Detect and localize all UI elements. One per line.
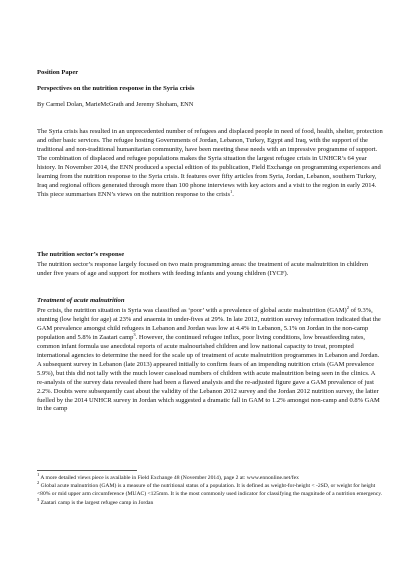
footnote-text-1: A more detailed views piece is available in Field Exchange 48 (November 2014), page 2 at: www.ennonline.net/fex <box>39 475 299 481</box>
response-paragraph: The nutrition sector’s response largely focused on two main programming areas: the treatment of acute malnutrition in children under five years of age and support for mothers with feeding infants and young children (IYCF). <box>37 261 368 277</box>
author-line: By Carmel Dolan, MarieMcGrath and Jeremy Shoham, ENN <box>37 101 194 108</box>
subsection-heading-treatment: Treatment of acute malnutrition <box>37 297 125 304</box>
footnote-2 <box>37 482 383 498</box>
treatment-text-part3: . However, the continued refugee influx, poor living conditions, low breastfeeding rates, common infant formula use anecdotal reports of acute malnourished children and low national capacity to treat, prompted international agencies to determine the need for the scale up of treatment of acute malnutrition programmes in Lebanon and Jordan. A subsequent survey in Lebanon (late 2013) appeared initially to confirm fears of an impending nutrition crisis (GAM prevalence 5.9%), but this did not tally with the much lower caseload numbers of children with acute malnutrition being seen in the clinics. A re-analysis of the survey data revealed there had been a flawed analysis and the re-adjusted figure gave a GAM prevalence of just 2.2%. Doubts were subsequently cast about the validity of the Lebanon 2012 survey and the Jordan 2012 nutrition survey, the latter fuelled by the 2014 UNHCR survey in Jordan which suggested a dramatic fall in GAM to 1.2% amongst non-camp and 0.8% GAM in the camp <box>37 333 380 413</box>
footnote-separator <box>37 470 137 471</box>
footnotes-block <box>37 474 383 507</box>
footnote-ref-3[interactable]: 3 <box>133 331 136 337</box>
footnote-text-3: Zaatari camp is the largest refugee camp in Jordan <box>39 499 154 506</box>
footnote-1 <box>37 474 383 482</box>
section-heading-response: The nutrition sector’s response <box>37 251 125 258</box>
intro-text: The Syria crisis has resulted in an unprecedented number of refugees and displaced people in need of food, health, shelter, protection and other basic services. The refugee hosting Governments of Jordan, Lebanon, Turkey, Egypt and Iraq, with the support of the traditional and non-traditional humanitarian community, have been meeting these needs with an impressive programme of support. The combination of displaced and refugee populations makes the Syria situation the largest refugee crisis in UNHCR’s 64 year history. In November 2014, the ENN produced a special edition of its publication, Field Exchange on programming experiences and learning from the nutrition response to the Syria crisis. It features over fifty articles from Syria, Jordan, Lebanon, southern Turkey, Iraq and regional offices generated through more than 100 phone interviews with key actors and a visit to the region in early 2014. This piece summarises ENN’s views on the nutrition response to the crisis <box>37 128 383 198</box>
treatment-paragraph <box>37 307 383 414</box>
footnote-ref-1[interactable]: 1 <box>229 188 233 194</box>
footnote-mark-3: 3 <box>37 496 40 502</box>
document-title: Perspectives on the nutrition response in the Syria crisis <box>37 85 195 92</box>
treatment-text-part1: Pre crisis, the nutrition situation is Syria was classified as ‘poor’ with a prevalence of global acute malnutrition (GAM) <box>37 307 347 314</box>
footnote-mark-2: 2 <box>37 480 40 486</box>
footnote-mark-1: 1 <box>37 472 40 477</box>
treatment-text-part2: of 9.3%, stunting (low height for age) at 23% and anaemia in under-fives at 29%. In late 2012, nutrition survey information indicated that the GAM prevalence amongst child refugees in Lebanon and Jordan was low at 4.4% in Lebanon, 5.1% on Jordan in the non-camp population and 5.8% in Zaatari camp <box>37 307 381 341</box>
footnote-text-2: Global acute malnutrition (GAM) is a measure of the nutritional status of a population. It is defined as weight-for-height < -2SD, or weight for height <80% or mid upper arm circumference (MUAC) <125mm. It is the most commonly used indicator for classifying the magnitude of a nutrition emergency. <box>37 483 383 498</box>
footnote-3 <box>37 496 383 507</box>
intro-paragraph <box>37 128 383 200</box>
intro-end: . <box>232 190 234 198</box>
footnote-ref-2[interactable]: 2 <box>346 305 349 310</box>
document-type-label: Position Paper <box>37 69 79 76</box>
